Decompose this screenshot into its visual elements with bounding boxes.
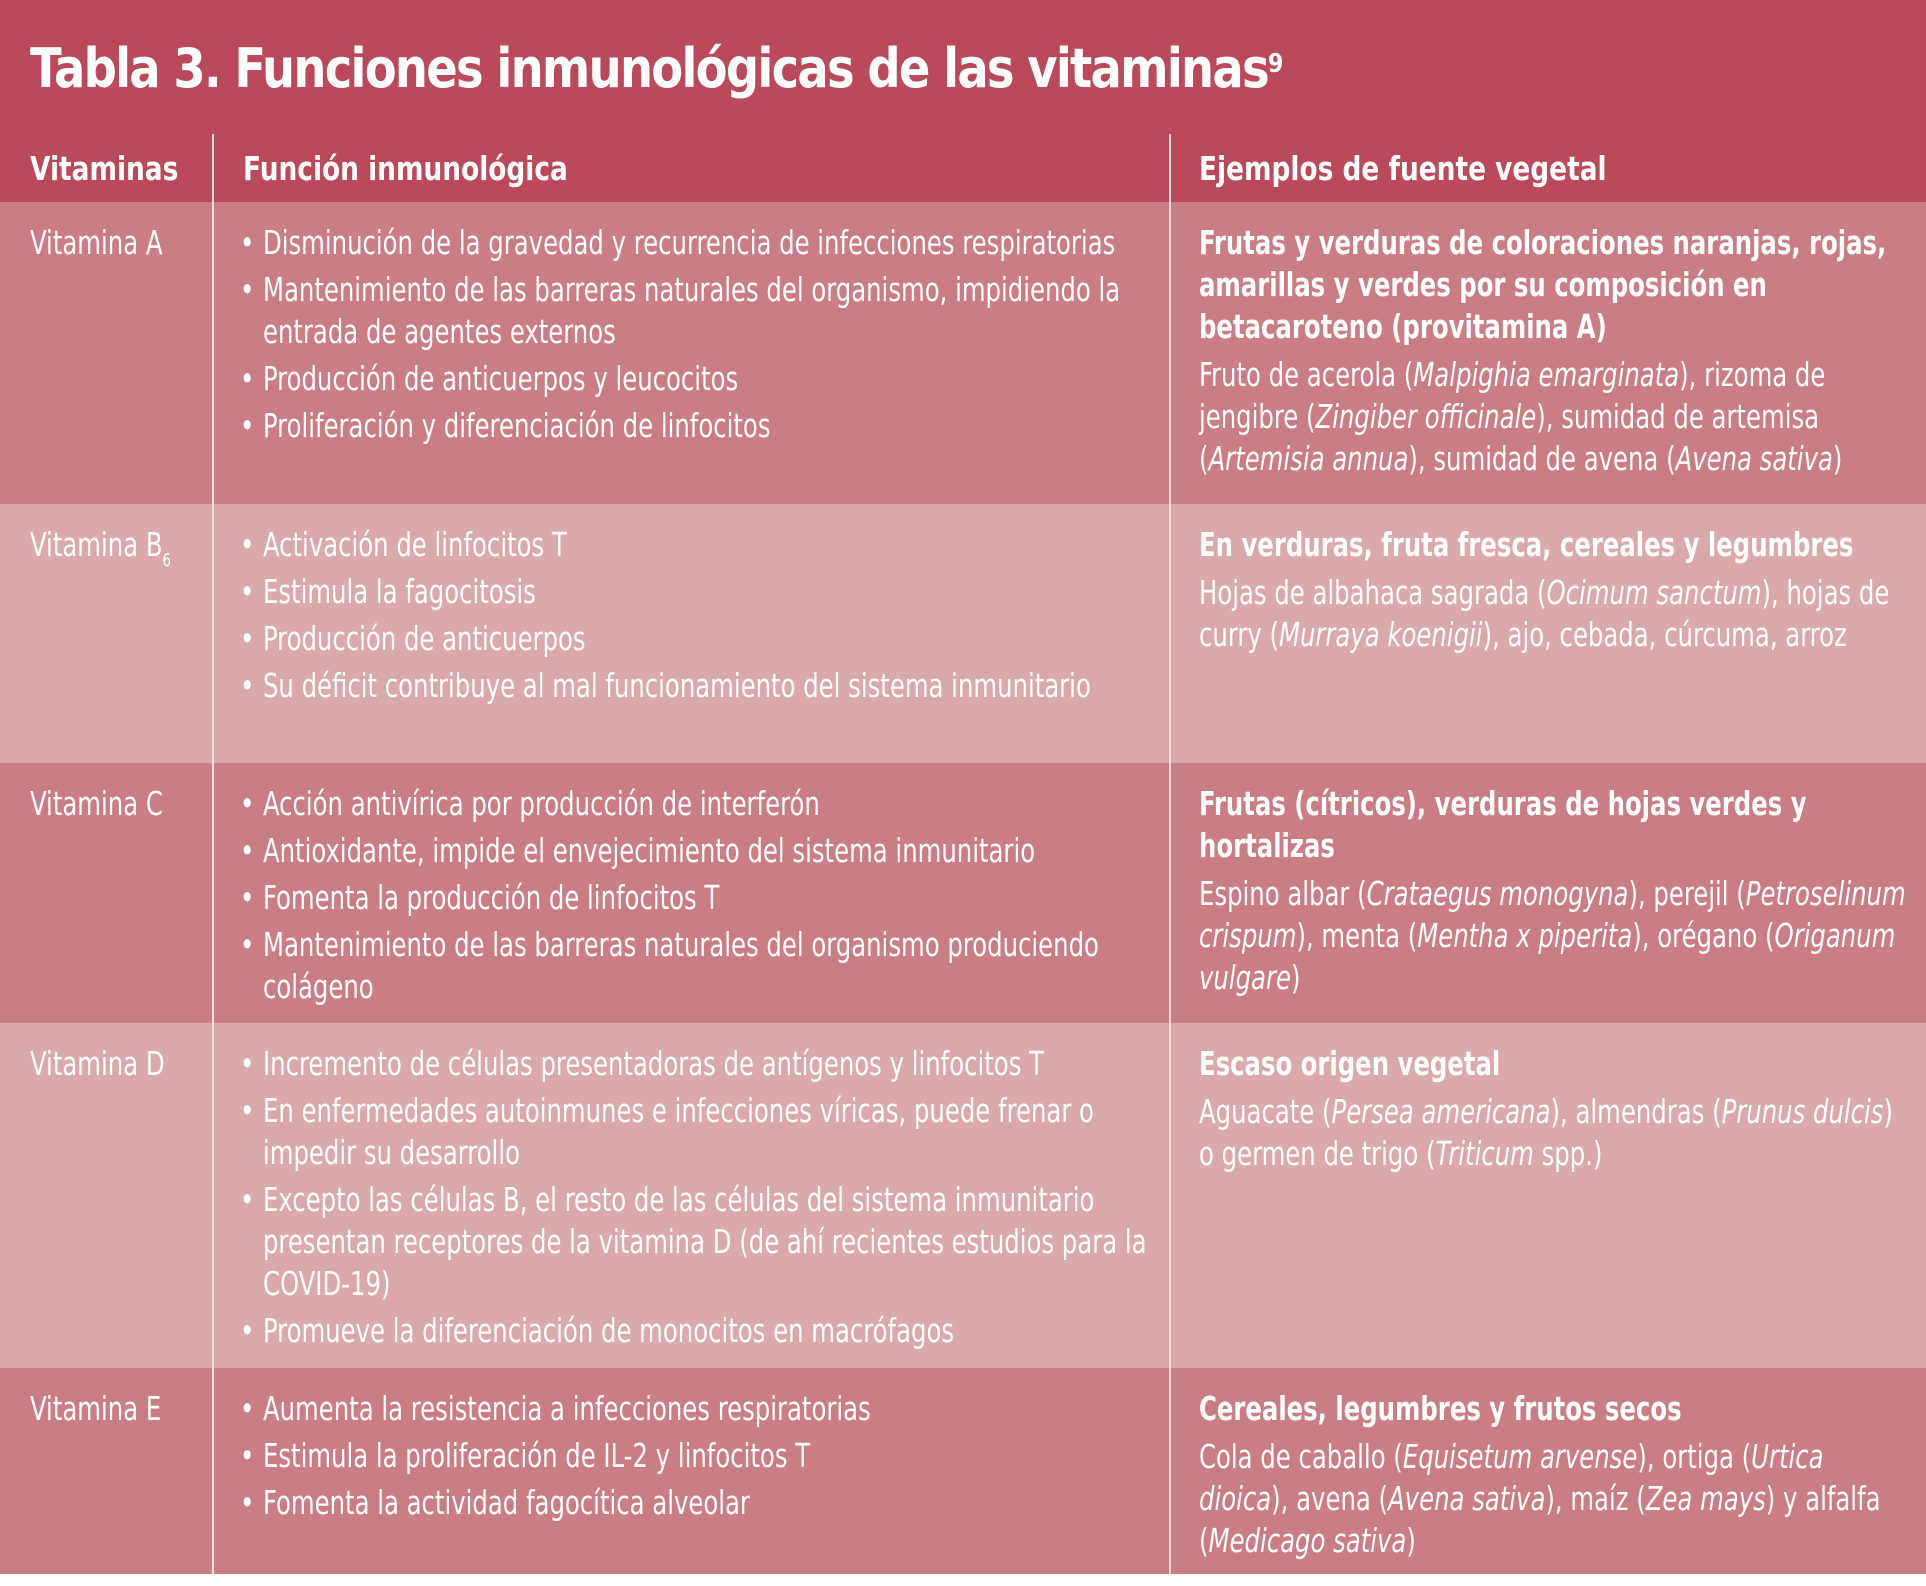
- function-list: [240, 222, 1140, 452]
- vitamin-name: Vitamina $B_6$: [30, 525, 172, 571]
- vitamin-name: Vitamina A: [30, 223, 163, 262]
- function-item: • Su déficit contribuye al mal funcionamiento del sistema inmunitario: [240, 665, 1149, 707]
- table-row: [0, 504, 1926, 763]
- source-cell: [1199, 1388, 1912, 1562]
- column-divider: [1169, 134, 1171, 1574]
- function-list: [240, 524, 1140, 712]
- table-row: [0, 763, 1926, 1023]
- table-row: [0, 1368, 1926, 1574]
- function-list: [240, 1388, 1140, 1529]
- vitamin-name: Vitamina E: [30, 1389, 162, 1428]
- function-list: [240, 783, 1140, 1013]
- function-item: • Incremento de células presentadoras de antígenos y linfocitos T: [240, 1043, 1149, 1085]
- function-item: • Fomenta la actividad fagocítica alveolar: [240, 1482, 1149, 1524]
- source-examples: Cola de caballo (Equisetum arvense), ortiga (Urtica dioica), avena (Avena sativa), maíz (Zea mays) y alfalfa (Medicago sativa): [1199, 1437, 1881, 1560]
- function-item: • Promueve la diferenciación de monocitos en macrófagos: [240, 1310, 1149, 1352]
- source-examples: Hojas de albahaca sagrada (Ocimum sanctum), hojas de curry (Murraya koenigii), ajo, cebada, cúrcuma, arroz: [1199, 573, 1890, 654]
- column-divider: [212, 134, 214, 1574]
- function-item: • Estimula la fagocitosis: [240, 571, 1149, 613]
- function-item: • En enfermedades autoinmunes e infecciones víricas, puede frenar o impedir su desarrollo: [240, 1090, 1149, 1174]
- function-item: • Mantenimiento de las barreras naturales del organismo, impidiendo la entrada de agentes externos: [240, 269, 1149, 353]
- table-title-text: Tabla 3. Funciones inmunológicas de las vitaminas: [30, 36, 1268, 100]
- table-row: [0, 1023, 1926, 1368]
- vitamin-name: Vitamina D: [30, 1044, 165, 1083]
- function-item: • Activación de linfocitos T: [240, 524, 1149, 566]
- source-summary: En verduras, fruta fresca, cereales y legumbres: [1199, 525, 1854, 564]
- header-fuente: Ejemplos de fuente vegetal: [1199, 148, 1607, 188]
- function-item: • Producción de anticuerpos: [240, 618, 1149, 660]
- header-funcion: Función inmunológica: [243, 148, 568, 188]
- source-summary: Escaso origen vegetal: [1199, 1044, 1501, 1083]
- function-item: • Mantenimiento de las barreras naturales del organismo produciendo colágeno: [240, 924, 1149, 1008]
- function-item: • Disminución de la gravedad y recurrencia de infecciones respiratorias: [240, 222, 1149, 264]
- table-row: [0, 202, 1926, 504]
- source-summary: Cereales, legumbres y frutos secos: [1199, 1389, 1682, 1428]
- source-cell: [1199, 1043, 1912, 1175]
- source-examples: Espino albar (Crataegus monogyna), perejil (Petroselinum crispum), menta (Mentha x piperita), orégano (Origanum vulgare): [1199, 874, 1906, 997]
- function-list: [240, 1043, 1147, 1357]
- function-item: • Antioxidante, impide el envejecimiento del sistema inmunitario: [240, 830, 1149, 872]
- source-summary: Frutas (cítricos), verduras de hojas verdes y hortalizas: [1199, 784, 1807, 865]
- source-summary: Frutas y verduras de coloraciones naranjas, rojas, amarillas y verdes por su composición en betacaroteno (provitamina A): [1199, 223, 1887, 346]
- header-vitaminas: Vitaminas: [30, 148, 179, 188]
- source-cell: [1199, 222, 1912, 480]
- table-title: [30, 18, 1282, 118]
- function-item: • Fomenta la producción de linfocitos T: [240, 877, 1149, 919]
- function-item: • Aumenta la resistencia a infecciones respiratorias: [240, 1388, 1149, 1430]
- source-cell: [1199, 524, 1912, 656]
- function-item: • Estimula la proliferación de IL-2 y linfocitos T: [240, 1435, 1149, 1477]
- title-reference: 9: [1267, 49, 1282, 79]
- function-item: • Producción de anticuerpos y leucocitos: [240, 358, 1149, 400]
- source-cell: [1199, 783, 1912, 999]
- function-item: • Proliferación y diferenciación de linfocitos: [240, 405, 1149, 447]
- vitamin-name: Vitamina C: [30, 784, 163, 823]
- source-examples: Aguacate (Persea americana), almendras (Prunus dulcis) o germen de trigo (Triticum spp.): [1199, 1092, 1894, 1173]
- function-item: • Excepto las células B, el resto de las células del sistema inmunitario presentan receptores de la vitamina D (de ahí recientes estudios para la COVID-19): [240, 1179, 1149, 1305]
- source-examples: Fruto de acerola (Malpighia emarginata), rizoma de jengibre (Zingiber officinale), sumidad de artemisa (Artemisia annua), sumidad de avena (Avena sativa): [1199, 355, 1843, 478]
- function-item: • Acción antivírica por producción de interferón: [240, 783, 1149, 825]
